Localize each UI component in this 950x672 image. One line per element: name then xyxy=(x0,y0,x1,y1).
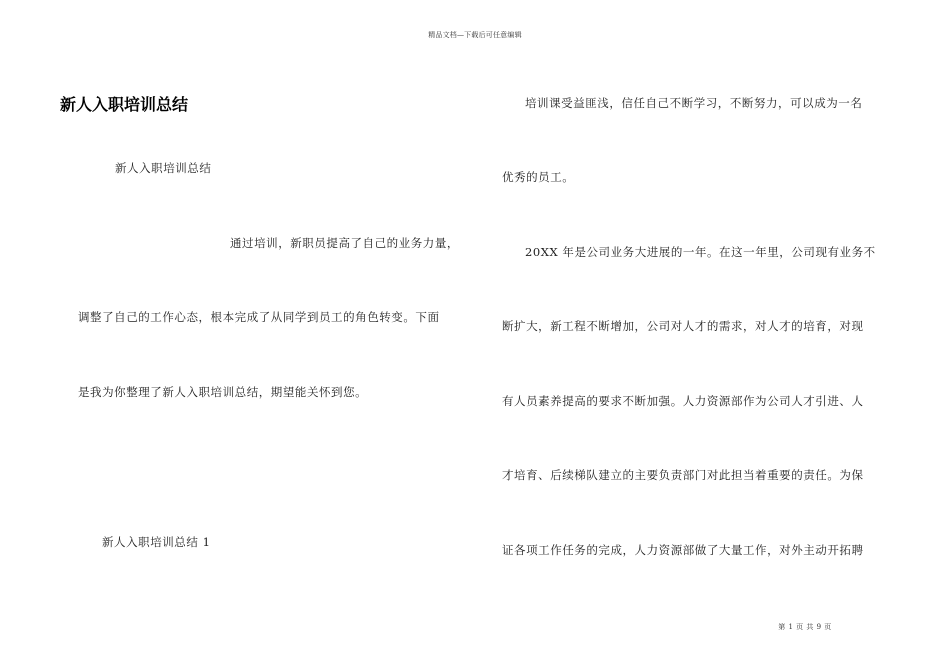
left-paragraph-line-3: 是我为你整理了新人入职培训总结，期望能关怀到您。 xyxy=(78,385,368,399)
right-paragraph-line: 培训课受益匪浅，信任自己不断学习，不断努力，可以成为一名 xyxy=(525,96,863,110)
right-paragraph-line: 证各项工作任务的完成，人力资源部做了大量工作，对外主动开拓聘 xyxy=(502,543,864,557)
right-paragraph-line: 断扩大，新工程不断增加，公司对人才的需求，对人才的培育，对现 xyxy=(502,319,864,333)
left-paragraph-line-2: 调整了自己的工作心态，根本完成了从同学到员工的角色转变。下面 xyxy=(78,310,440,324)
right-paragraph-line: 优秀的员工。 xyxy=(502,170,575,184)
right-paragraph-line: 才培育、后续梯队建立的主要负责部门对此担当着重要的责任。为保 xyxy=(502,468,864,482)
page-number: 第 1 页 共 9 页 xyxy=(778,623,832,631)
page-header: 精品文档—下载后可任意编辑 xyxy=(428,31,522,39)
left-subtitle: 新人入职培训总结 xyxy=(115,161,212,175)
left-paragraph-line-1: 通过培训，新职员提高了自己的业务力量， xyxy=(230,236,459,250)
document-title: 新人入职培训总结 xyxy=(60,95,189,114)
right-paragraph-line: 20XX 年是公司业务大进展的一年。在这一年里，公司现有业务不 xyxy=(525,245,876,259)
section-heading: 新人入职培训总结 1 xyxy=(102,535,211,549)
right-paragraph-line: 有人员素养提高的要求不断加强。人力资源部作为公司人才引进、人 xyxy=(502,394,864,408)
